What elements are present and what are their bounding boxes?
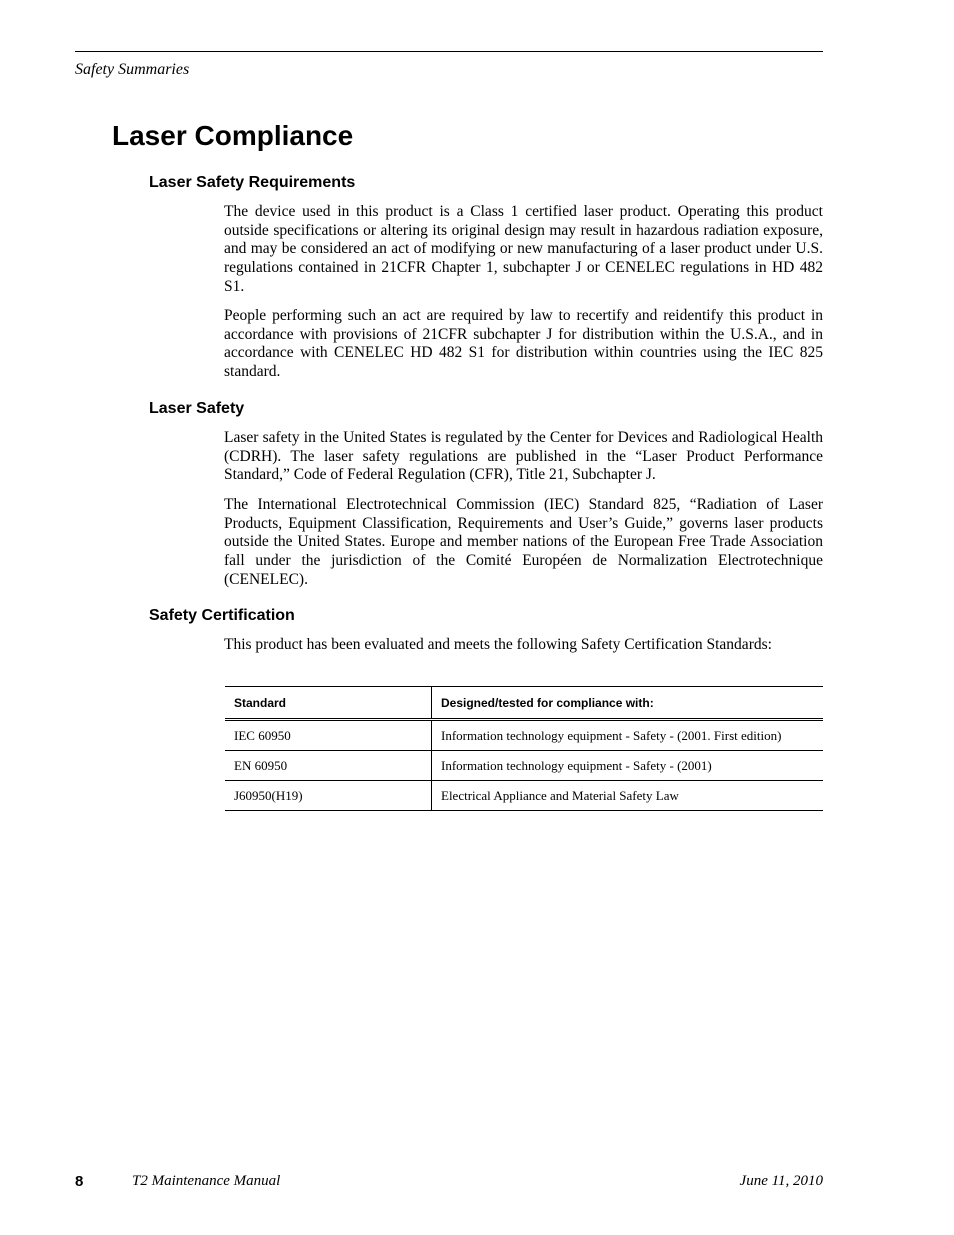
paragraph: Laser safety in the United States is regulated by the Center for Devices and Radiological Health (CDRH). The laser safety regulations are published in the “Laser Product Performance Standard,” Code of Federal Regulation (CFR), Title 21, Subchapter J. bbox=[224, 429, 823, 484]
table-row bbox=[225, 720, 823, 751]
paragraph: The device used in this product is a Class 1 certified laser product. Operating this product outside specifications or altering its original design may result in hazardous radiation exposure, and may be considered an act of modifying or new manufacturing of a laser product under U.S. regulations contained in 21CFR Chapter 1, subchapter J or CENELEC regulations in HD 482 S1. bbox=[224, 203, 823, 295]
certification-table bbox=[225, 686, 823, 811]
header-rule bbox=[75, 51, 823, 52]
table-cell-standard: EN 60950 bbox=[225, 751, 432, 781]
paragraph: This product has been evaluated and meets the following Safety Certification Standards: bbox=[224, 636, 772, 653]
table-row bbox=[225, 751, 823, 781]
paragraph: The International Electrotechnical Commission (IEC) Standard 825, “Radiation of Laser Products, Equipment Classification, Requirements and User’s Guide,” governs laser products outside the United States. Europe and member nations of the European Free Trade Association fall under the jurisdiction of the Comité Européen de Normalization Electrotechnique (CENELEC). bbox=[224, 496, 823, 588]
footer-date: June 11, 2010 bbox=[739, 1173, 823, 1189]
column-header-standard: Standard bbox=[225, 687, 432, 720]
section-heading-laser-safety-requirements: Laser Safety Requirements bbox=[149, 174, 356, 191]
table-header-row bbox=[225, 687, 823, 720]
section-heading-laser-safety: Laser Safety bbox=[149, 400, 245, 417]
table-cell-standard: J60950(H19) bbox=[225, 781, 432, 811]
page-title: Laser Compliance bbox=[112, 120, 354, 151]
footer-manual-title: T2 Maintenance Manual bbox=[132, 1173, 281, 1189]
table-cell-compliance: Electrical Appliance and Material Safety Law bbox=[432, 781, 824, 811]
table-cell-compliance: Information technology equipment - Safety - (2001) bbox=[432, 751, 824, 781]
column-header-compliance: Designed/tested for compliance with: bbox=[432, 687, 824, 720]
table-cell-standard: IEC 60950 bbox=[225, 720, 432, 751]
footer-page-number: 8 bbox=[75, 1173, 84, 1190]
paragraph: People performing such an act are required by law to recertify and reidentify this product in accordance with provisions of 21CFR subchapter J for distribution within the U.S.A., and in accordance with CENELEC HD 482 S1 for distribution within countries using the IEC 825 standard. bbox=[224, 307, 823, 381]
table-row bbox=[225, 781, 823, 811]
running-header: Safety Summaries bbox=[75, 61, 190, 78]
table-cell-compliance: Information technology equipment - Safety - (2001. First edition) bbox=[432, 720, 824, 751]
section-heading-safety-certification: Safety Certification bbox=[149, 607, 295, 624]
